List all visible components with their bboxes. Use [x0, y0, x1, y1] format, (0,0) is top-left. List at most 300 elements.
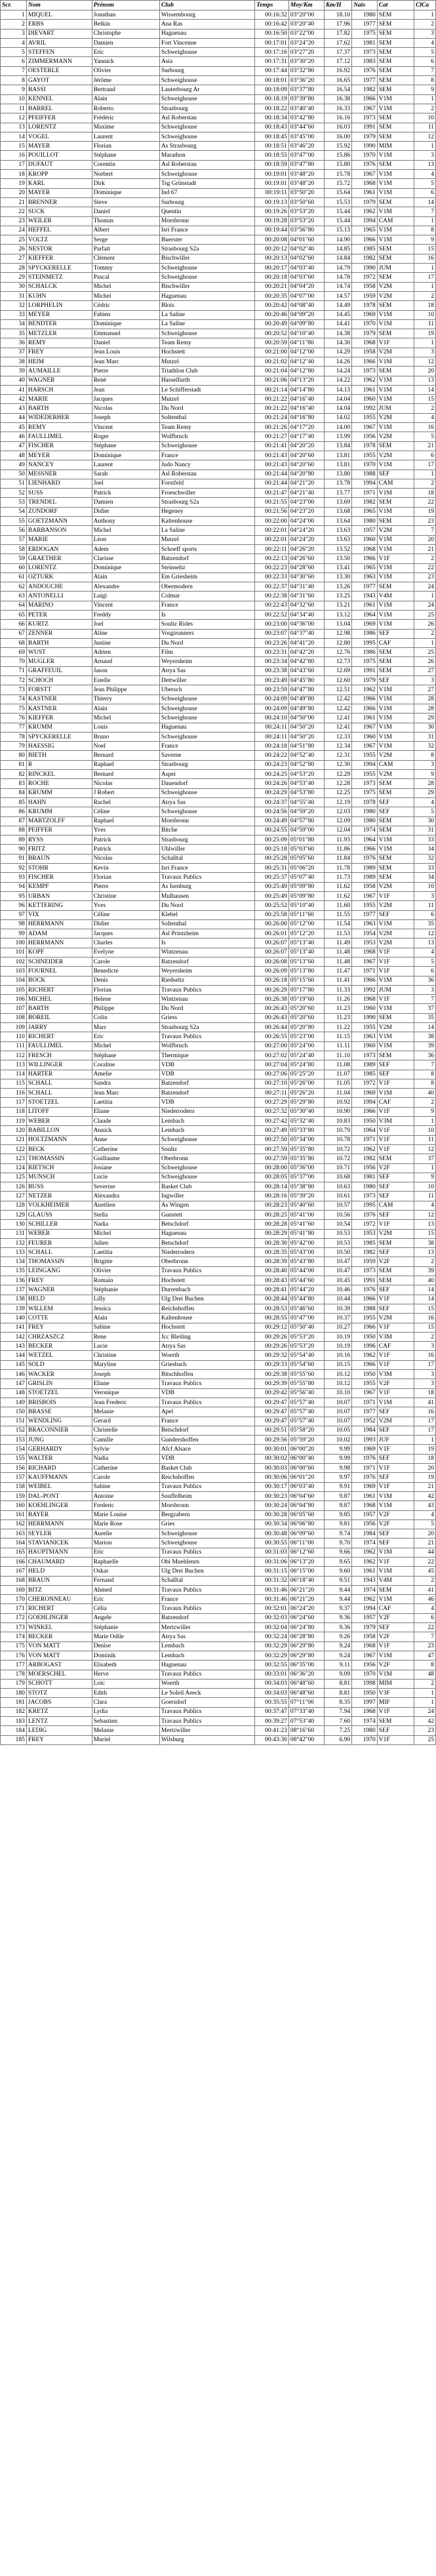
prenom-cell: Colin: [92, 1013, 159, 1022]
moy-km-cell: 04°41"20: [288, 638, 324, 647]
km-h-cell: 11.84: [324, 854, 351, 863]
km-h-cell: 10.57: [324, 1201, 351, 1210]
nais-cell: 1997: [352, 1698, 378, 1707]
clca-cell: 18: [414, 301, 436, 310]
temps-cell: 00:21:04: [255, 367, 289, 376]
km-h-cell: 9.24: [324, 1651, 351, 1660]
cat-cell: V2F: [377, 1379, 414, 1388]
nom-cell: BECKER: [26, 1632, 92, 1641]
temps-cell: 00:18:45: [255, 132, 289, 141]
prenom-cell: Didier: [92, 507, 159, 516]
prenom-cell: Thierry: [92, 694, 159, 704]
km-h-cell: 11.54: [324, 919, 351, 929]
temps-cell: 00:24:11: [255, 732, 289, 741]
club-cell: France: [159, 1595, 254, 1604]
prenom-cell: Evelyne: [92, 948, 159, 957]
nom-cell: ZIMMERMANN: [26, 57, 92, 66]
clca-cell: 39: [414, 1266, 436, 1276]
nom-cell: FAULLIMEL: [26, 432, 92, 441]
nom-cell: VIX: [26, 910, 92, 919]
cat-cell: V1M: [377, 423, 414, 432]
table-row: [1, 1032, 436, 1041]
moy-km-cell: 06°21"20: [288, 1595, 324, 1604]
prenom-cell: Parfait: [92, 245, 159, 254]
table-row: [1, 1689, 436, 1698]
clca-cell: 31: [414, 732, 436, 741]
clca-cell: 4: [414, 38, 436, 47]
km-h-cell: 12.69: [324, 666, 351, 675]
nais-cell: 1994: [352, 760, 378, 769]
table-row: [1, 601, 436, 610]
cat-cell: V1M: [377, 1398, 414, 1407]
clca-cell: 6: [414, 910, 436, 919]
table-row: [1, 1398, 436, 1407]
moy-km-cell: 04°08"40: [288, 301, 324, 310]
table-row: [1, 1491, 436, 1500]
prenom-cell: Jessica: [92, 1304, 159, 1313]
nom-cell: SPYCKERELLE: [26, 732, 92, 741]
header-temps: Temps: [255, 1, 289, 10]
nom-cell: THOMASSIN: [26, 1154, 92, 1163]
temps-cell: 00:26:07: [255, 948, 289, 957]
table-row: [1, 1229, 436, 1238]
nom-cell: LORPHELIN: [26, 301, 92, 310]
km-h-cell: 11.23: [324, 1013, 351, 1022]
temps-cell: 00:25:52: [255, 901, 289, 910]
cat-cell: V1M: [377, 179, 414, 188]
nais-cell: 1980: [352, 517, 378, 526]
cat-cell: V1M: [377, 395, 414, 404]
club-cell: Soltenthal: [159, 413, 254, 422]
table-row: [1, 1567, 436, 1576]
cat-cell: SEM: [377, 85, 414, 94]
moy-km-cell: 04°59"00: [288, 826, 324, 835]
prenom-cell: Herve: [92, 1670, 159, 1679]
club-cell: Is: [159, 938, 254, 948]
nais-cell: 1967: [352, 1651, 378, 1660]
club-cell: Niederrodern: [159, 1107, 254, 1116]
table-row: [1, 1641, 436, 1651]
nais-cell: 1969: [352, 310, 378, 319]
club-cell: Niederrodern: [159, 1248, 254, 1257]
prenom-cell: Frederic: [92, 1501, 159, 1510]
rank-cell: 16: [1, 151, 27, 160]
clca-cell: 41: [414, 1398, 436, 1407]
nom-cell: KRUMM: [26, 807, 92, 816]
temps-cell: 00:23:26: [255, 638, 289, 647]
cat-cell: SEM: [377, 1154, 414, 1163]
rank-cell: 179: [1, 1679, 27, 1688]
nom-cell: R: [26, 760, 92, 769]
moy-km-cell: 05°57"40: [288, 1398, 324, 1407]
clca-cell: 29: [414, 714, 436, 723]
nom-cell: BOCK: [26, 976, 92, 985]
moy-km-cell: 04°16"40: [288, 395, 324, 404]
moy-km-cell: 04°26"60: [288, 554, 324, 563]
nais-cell: 1982: [352, 85, 378, 94]
moy-km-cell: 04°23"20: [288, 507, 324, 516]
table-row: [1, 1501, 436, 1510]
moy-km-cell: 05°26"20: [288, 1089, 324, 1098]
club-cell: Isri France: [159, 864, 254, 873]
prenom-cell: Eric: [92, 1548, 159, 1557]
prenom-cell: Alexandre: [92, 582, 159, 592]
rank-cell: 153: [1, 1436, 27, 1445]
rank-cell: 138: [1, 1295, 27, 1304]
clca-cell: 16: [414, 1314, 436, 1323]
rank-cell: 52: [1, 489, 27, 498]
table-row: [1, 1154, 436, 1163]
rank-cell: 124: [1, 1163, 27, 1173]
nom-cell: WALTER: [26, 1454, 92, 1463]
nais-cell: 1977: [352, 1407, 378, 1417]
clca-cell: 22: [414, 1557, 436, 1566]
rank-cell: 43: [1, 404, 27, 413]
nom-cell: STAVIANICEK: [26, 1539, 92, 1548]
clca-cell: 8: [414, 1079, 436, 1088]
prenom-cell: Lucie: [92, 1173, 159, 1182]
cat-cell: V1M: [377, 376, 414, 385]
clca-cell: 7: [414, 207, 436, 216]
clca-cell: 9: [414, 85, 436, 94]
prenom-cell: Philippe: [92, 1004, 159, 1013]
clca-cell: 10: [414, 882, 436, 891]
table-row: [1, 535, 436, 544]
club-cell: Asl Roberstau: [159, 113, 254, 123]
km-h-cell: 17.82: [324, 29, 351, 38]
nom-cell: KARL: [26, 179, 92, 188]
cat-cell: V2F: [377, 1519, 414, 1529]
clca-cell: 23: [414, 517, 436, 526]
rank-cell: 46: [1, 432, 27, 441]
temps-cell: 00:19:13: [255, 197, 289, 207]
cat-cell: V2M: [377, 901, 414, 910]
nom-cell: GERHARDY: [26, 1445, 92, 1454]
nom-cell: WETZEL: [26, 1351, 92, 1360]
nom-cell: NESTOR: [26, 245, 92, 254]
cat-cell: JUM: [377, 264, 414, 273]
table-row: [1, 1332, 436, 1341]
prenom-cell: Fernand: [92, 1576, 159, 1585]
table-row: [1, 216, 436, 226]
km-h-cell: 11.11: [324, 1041, 351, 1051]
nais-cell: 1972: [352, 1220, 378, 1229]
prenom-cell: Alexandra: [92, 1192, 159, 1201]
clca-cell: 3: [414, 985, 436, 994]
clca-cell: 43: [414, 1501, 436, 1510]
clca-cell: 5: [414, 179, 436, 188]
nom-cell: POUILLOT: [26, 151, 92, 160]
rank-cell: 105: [1, 985, 27, 994]
rank-cell: 155: [1, 1454, 27, 1463]
clca-cell: 12: [414, 1144, 436, 1154]
prenom-cell: Patrick: [92, 489, 159, 498]
clca-cell: 30: [414, 816, 436, 826]
nom-cell: MARTZOLFF: [26, 816, 92, 826]
nom-cell: BABILLON: [26, 1126, 92, 1135]
rank-cell: 162: [1, 1519, 27, 1529]
cat-cell: CAM: [377, 1201, 414, 1210]
nais-cell: 1974: [352, 1585, 378, 1594]
km-h-cell: 12.30: [324, 760, 351, 769]
rank-cell: 181: [1, 1698, 27, 1707]
temps-cell: 00:16:50: [255, 29, 289, 38]
rank-cell: 5: [1, 48, 27, 57]
cat-cell: V2M: [377, 1417, 414, 1426]
temps-cell: 00:26:38: [255, 995, 289, 1004]
table-row: [1, 1248, 436, 1257]
club-cell: Vosgirunners: [159, 629, 254, 638]
cat-cell: SEM: [377, 648, 414, 657]
nais-cell: 1994: [352, 1604, 378, 1613]
moy-km-cell: 05°13"40: [288, 938, 324, 948]
cat-cell: SEF: [377, 1529, 414, 1539]
nom-cell: KASTNER: [26, 694, 92, 704]
nais-cell: 1966: [352, 1323, 378, 1332]
nais-cell: 1958: [352, 1632, 378, 1641]
temps-cell: 00:26:18: [255, 976, 289, 985]
temps-cell: 00:30:01: [255, 1445, 289, 1454]
moy-km-cell: 04°36"00: [288, 620, 324, 629]
cat-cell: V2F: [377, 1660, 414, 1670]
prenom-cell: Bertrand: [92, 85, 159, 94]
prenom-cell: Célia: [92, 1604, 159, 1613]
club-cell: Schweighouse: [159, 123, 254, 132]
moy-km-cell: 06°00"40: [288, 1454, 324, 1463]
moy-km-cell: 03°53"20: [288, 207, 324, 216]
cat-cell: V1M: [377, 188, 414, 197]
km-h-cell: 9.91: [324, 1482, 351, 1491]
km-h-cell: 9.24: [324, 1641, 351, 1651]
nom-cell: BRAUN: [26, 854, 92, 863]
table-row: [1, 1529, 436, 1539]
nais-cell: 1968: [352, 1707, 378, 1716]
prenom-cell: Michel: [92, 291, 159, 300]
km-h-cell: 12.25: [324, 788, 351, 797]
table-row: [1, 1539, 436, 1548]
nais-cell: 1967: [352, 423, 378, 432]
table-row: [1, 1211, 436, 1220]
club-cell: Soultz: [159, 1144, 254, 1154]
club-cell: Schweighouse: [159, 694, 254, 704]
cat-cell: V1F: [377, 1323, 414, 1332]
clca-cell: 3: [414, 1379, 436, 1388]
prenom-cell: Jonathan: [92, 10, 159, 20]
club-cell: Lembach: [159, 1117, 254, 1126]
km-h-cell: 10.02: [324, 1436, 351, 1445]
clca-cell: 1: [414, 1117, 436, 1126]
clca-cell: 2: [414, 629, 436, 638]
nais-cell: 1976: [352, 1454, 378, 1463]
cat-cell: SEM: [377, 367, 414, 376]
moy-km-cell: 04°12"00: [288, 348, 324, 357]
rank-cell: 84: [1, 788, 27, 797]
moy-km-cell: 04°20"80: [288, 470, 324, 479]
temps-cell: 00:22:00: [255, 517, 289, 526]
table-row: [1, 235, 436, 245]
temps-cell: 00:32:04: [255, 1623, 289, 1632]
rank-cell: 59: [1, 554, 27, 563]
clca-cell: 21: [414, 1539, 436, 1548]
cat-cell: V1F: [377, 1482, 414, 1491]
table-row: [1, 666, 436, 675]
nom-cell: BASSI: [26, 85, 92, 94]
km-h-cell: 9.99: [324, 1445, 351, 1454]
prenom-cell: Arnaud: [92, 657, 159, 666]
table-row: [1, 582, 436, 592]
header-prenom: Prénom: [92, 1, 159, 10]
table-row: [1, 694, 436, 704]
nom-cell: HAUPTMANN: [26, 1548, 92, 1557]
km-h-cell: 10.45: [324, 1276, 351, 1285]
km-h-cell: 10.12: [324, 1379, 351, 1388]
nom-cell: LEDIG: [26, 1726, 92, 1735]
temps-cell: 00:23:34: [255, 657, 289, 666]
table-row: [1, 1735, 436, 1744]
temps-cell: 00:22:01: [255, 526, 289, 535]
club-cell: Travaux Publics: [159, 1604, 254, 1613]
prenom-cell: Brigitte: [92, 1257, 159, 1266]
nom-cell: VOLTZ: [26, 235, 92, 245]
nais-cell: 1980: [352, 1726, 378, 1735]
nom-cell: MICHEL: [26, 995, 92, 1004]
km-h-cell: 10.78: [324, 1135, 351, 1144]
km-h-cell: 15.13: [324, 226, 351, 235]
nais-cell: 1984: [352, 1426, 378, 1435]
rank-cell: 127: [1, 1192, 27, 1201]
nom-cell: KASTNER: [26, 704, 92, 713]
club-cell: Bischwiller: [159, 282, 254, 291]
club-cell: Bischwiller: [159, 254, 254, 263]
km-h-cell: 7.60: [324, 1717, 351, 1726]
nais-cell: 1976: [352, 66, 378, 75]
cat-cell: V1M: [377, 685, 414, 694]
nom-cell: ROCHE: [26, 779, 92, 788]
moy-km-cell: 06°29"80: [288, 1641, 324, 1651]
temps-cell: 00:19:11: [255, 188, 289, 197]
rank-cell: 66: [1, 620, 27, 629]
prenom-cell: Benedicte: [92, 967, 159, 976]
rank-cell: 165: [1, 1548, 27, 1557]
moy-km-cell: 05°09"80: [288, 891, 324, 900]
prenom-cell: Carole: [92, 1473, 159, 1482]
clca-cell: 1: [414, 638, 436, 647]
nais-cell: 1957: [352, 526, 378, 535]
cat-cell: V1M: [377, 235, 414, 245]
temps-cell: 00:25:09: [255, 835, 289, 845]
km-h-cell: 10.19: [324, 1332, 351, 1341]
moy-km-cell: 05°56"40: [288, 1388, 324, 1398]
prenom-cell: Marie Louise: [92, 1510, 159, 1519]
table-row: [1, 1173, 436, 1182]
rank-cell: 81: [1, 760, 27, 769]
rank-cell: 30: [1, 282, 27, 291]
temps-cell: 00:24:18: [255, 742, 289, 751]
club-cell: Schalltal: [159, 854, 254, 863]
moy-km-cell: 05°24"40: [288, 1051, 324, 1060]
rank-cell: 70: [1, 657, 27, 666]
cat-cell: V1M: [377, 460, 414, 470]
prenom-cell: Kevin: [92, 864, 159, 873]
nom-cell: LEINGANG: [26, 1266, 92, 1276]
table-row: [1, 66, 436, 75]
km-h-cell: 12.73: [324, 657, 351, 666]
nais-cell: 1981: [352, 38, 378, 47]
nais-cell: 1971: [352, 1135, 378, 1144]
nais-cell: 1967: [352, 170, 378, 179]
cat-cell: V1M: [377, 835, 414, 845]
rank-cell: 134: [1, 1257, 27, 1266]
nom-cell: JARRY: [26, 1023, 92, 1032]
table-row: [1, 957, 436, 966]
rank-cell: 82: [1, 770, 27, 779]
clca-cell: 7: [414, 1060, 436, 1070]
moy-km-cell: 06°29"80: [288, 1651, 324, 1660]
nom-cell: BRAUN: [26, 1576, 92, 1585]
moy-km-cell: 03°27"20: [288, 48, 324, 57]
temps-cell: 00:25:58: [255, 910, 289, 919]
km-h-cell: 13.30: [324, 573, 351, 582]
nom-cell: VOGEL: [26, 132, 92, 141]
nais-cell: 1966: [352, 845, 378, 854]
club-cell: Gries: [159, 1519, 254, 1529]
rank-cell: 23: [1, 216, 27, 226]
nom-cell: ARBOGAST: [26, 1660, 92, 1670]
prenom-cell: Stéphanie: [92, 1285, 159, 1295]
clca-cell: 40: [414, 1276, 436, 1285]
nom-cell: MEYER: [26, 310, 92, 319]
nom-cell: BARTH: [26, 638, 92, 647]
rank-cell: 3: [1, 29, 27, 38]
club-cell: Du Nord: [159, 404, 254, 413]
club-cell: Aspei: [159, 770, 254, 779]
club-cell: Schweighouse: [159, 788, 254, 797]
km-h-cell: 13.99: [324, 432, 351, 441]
clca-cell: 26: [414, 657, 436, 666]
table-row: [1, 470, 436, 479]
prenom-cell: Catherine: [92, 1464, 159, 1473]
nais-cell: 1990: [352, 142, 378, 151]
table-row: [1, 845, 436, 854]
club-cell: Morsbronn: [159, 216, 254, 226]
temps-cell: 00:29:47: [255, 1407, 289, 1417]
nais-cell: 1955: [352, 770, 378, 779]
rank-cell: 55: [1, 517, 27, 526]
moy-km-cell: 08°16"60: [288, 1726, 324, 1735]
rank-cell: 2: [1, 20, 27, 29]
prenom-cell: Melanie: [92, 1726, 159, 1735]
nais-cell: 1957: [352, 1510, 378, 1519]
nais-cell: 1984: [352, 1529, 378, 1539]
club-cell: Lauterbourg Ar: [159, 85, 254, 94]
cat-cell: V1M: [377, 1670, 414, 1679]
temps-cell: 00:28:16: [255, 1192, 289, 1201]
clca-cell: 4: [414, 1510, 436, 1519]
nom-cell: DIEVART: [26, 29, 92, 38]
temps-cell: 00:22:01: [255, 535, 289, 544]
rank-cell: 176: [1, 1651, 27, 1660]
prenom-cell: Marie Odile: [92, 1632, 159, 1641]
temps-cell: 00:27:59: [255, 1154, 289, 1163]
table-row: [1, 1192, 436, 1201]
cat-cell: V2M: [377, 751, 414, 760]
table-row: [1, 432, 436, 441]
clca-cell: 14: [414, 385, 436, 394]
nom-cell: GRISLIN: [26, 1379, 92, 1388]
nom-cell: KROPP: [26, 170, 92, 179]
clca-cell: 6: [414, 57, 436, 66]
table-row: [1, 1407, 436, 1417]
